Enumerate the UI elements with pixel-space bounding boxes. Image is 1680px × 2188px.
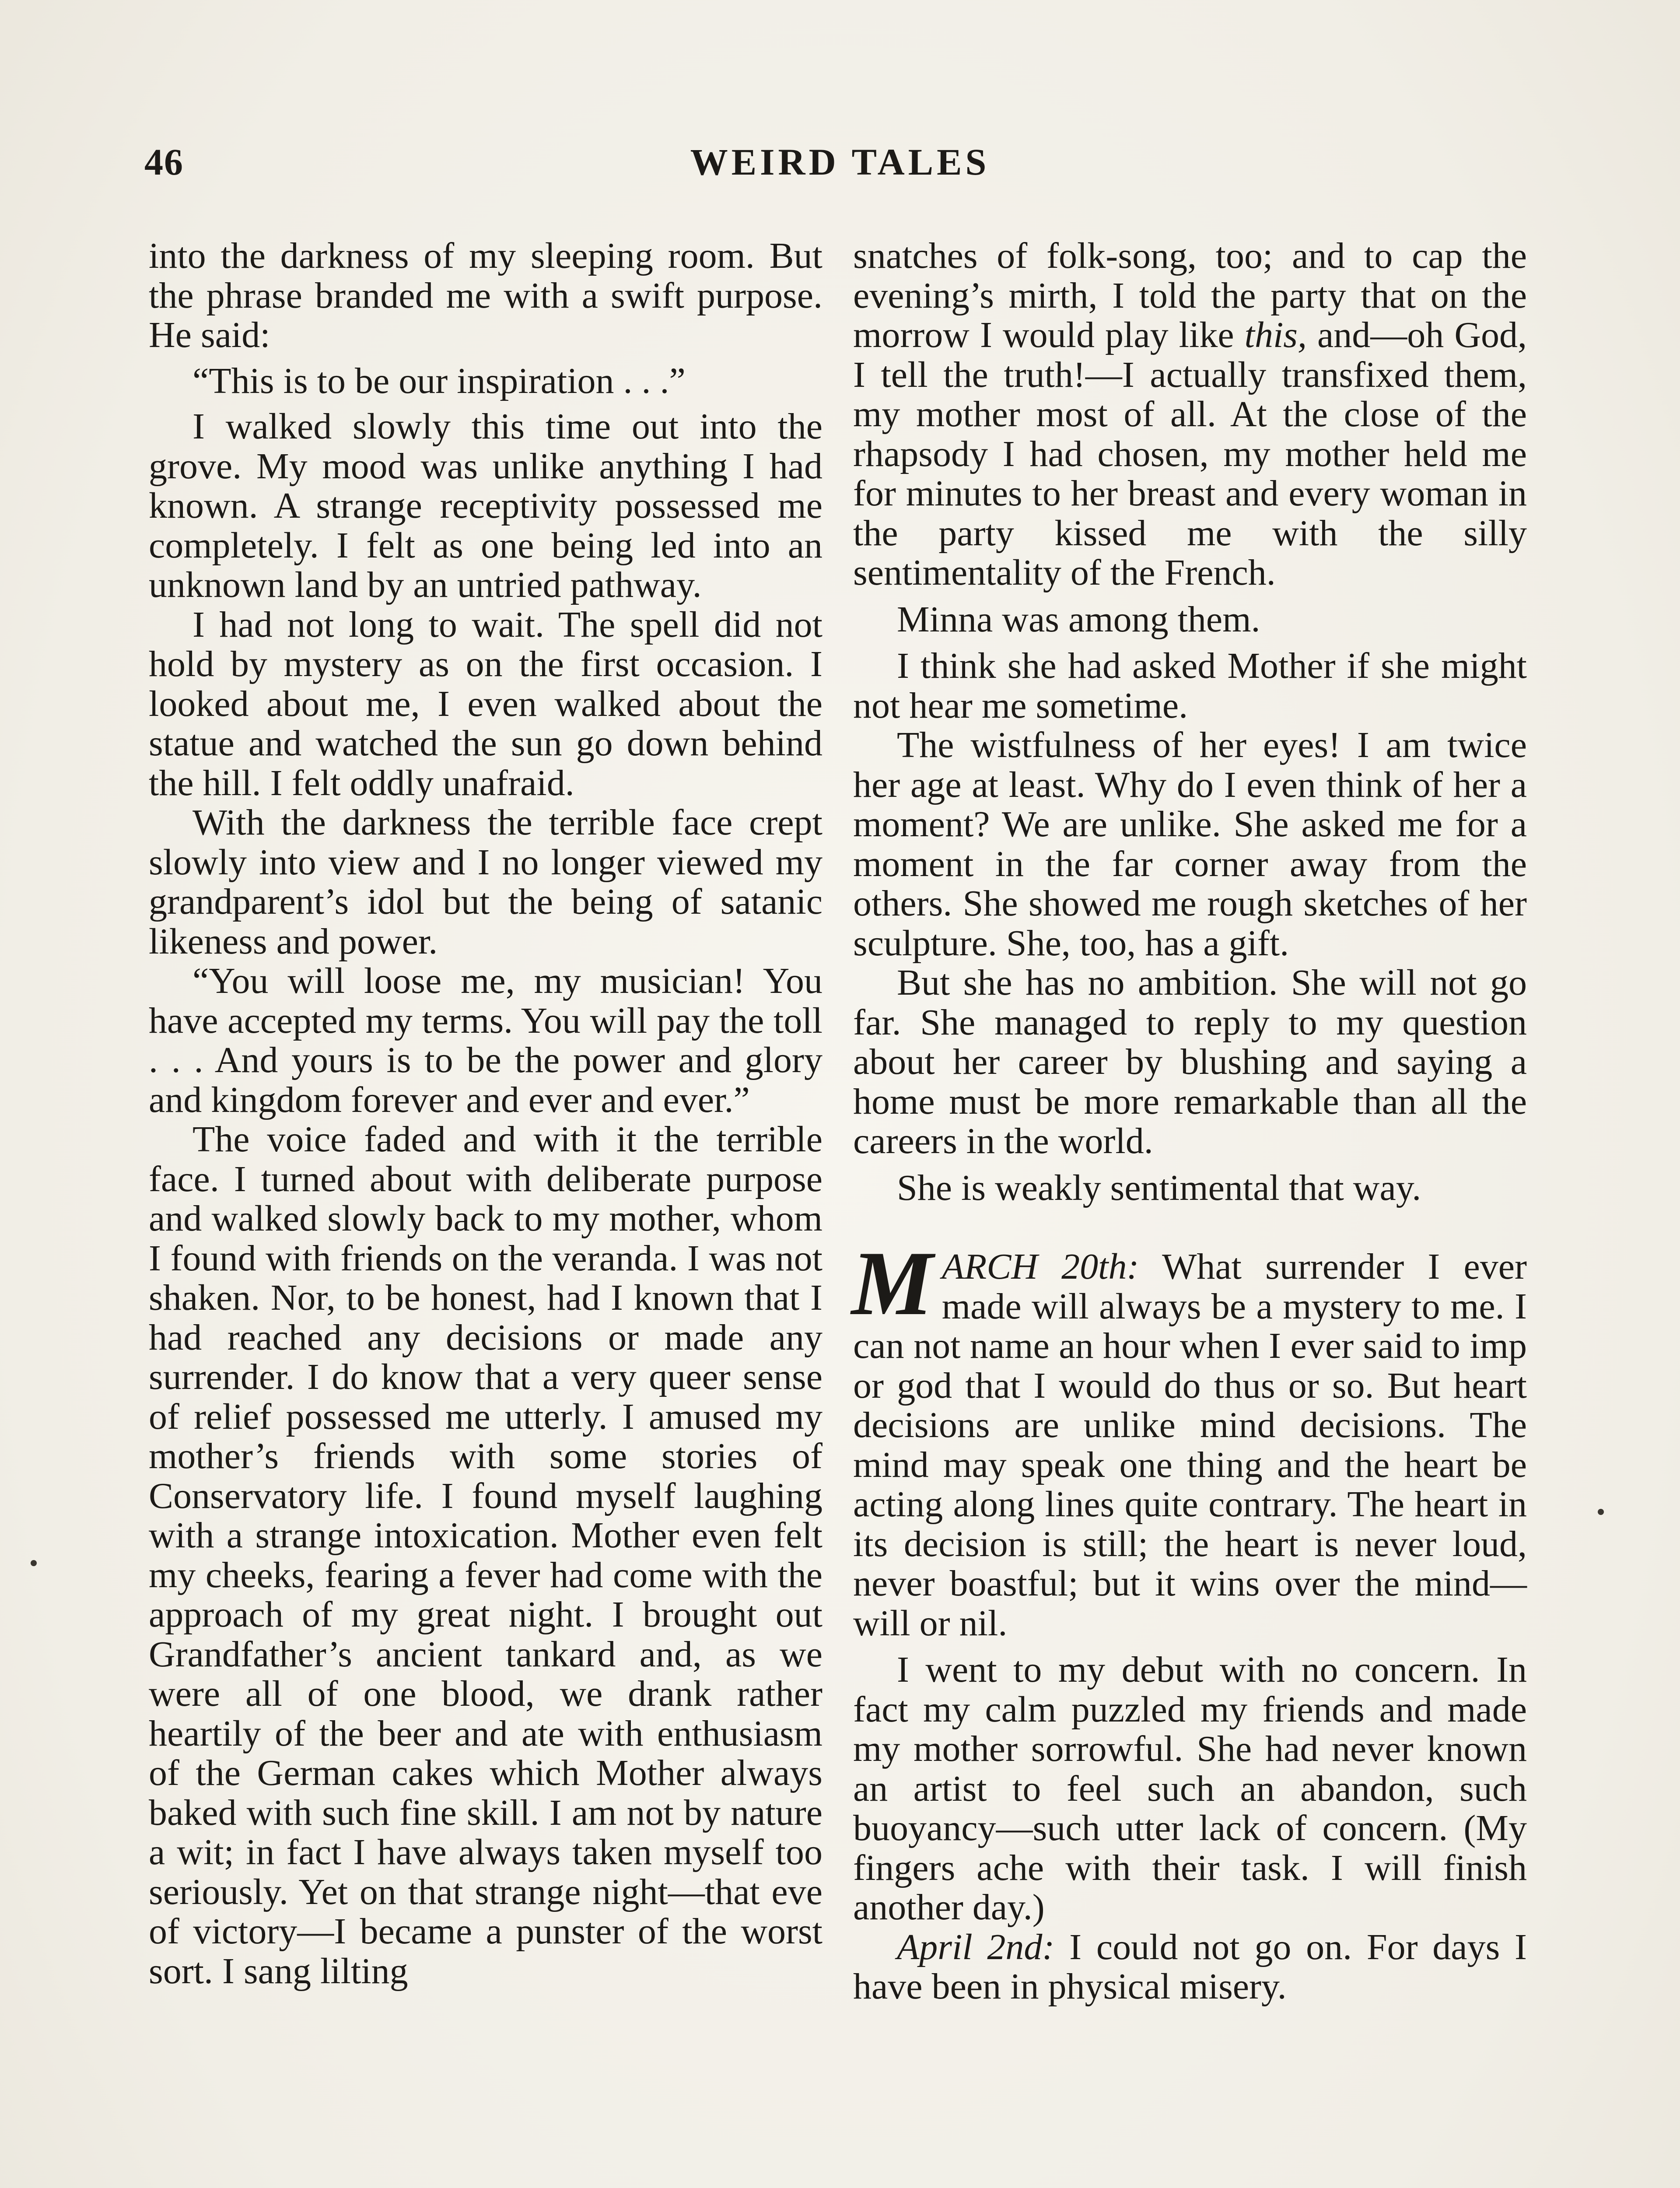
page-number: 46 — [144, 141, 184, 183]
drop-cap: M — [851, 1233, 933, 1334]
diary-entry — [853, 1928, 1527, 2007]
right-column — [853, 236, 1527, 2007]
page-header — [144, 140, 1536, 193]
paragraph: Minna was among them. — [897, 599, 1260, 640]
paragraph: She is weakly sentimental that way. — [897, 1167, 1421, 1208]
print-speck — [1598, 1509, 1604, 1515]
paragraph: I had not long to wait. The spell did not hold by mystery as on the first occasion. I looked about me, I even walked about the statue and watched the sun go down behind the hill. I felt oddly unafraid. — [149, 604, 822, 803]
diary-entry — [851, 1233, 1527, 1644]
paragraph: I went to my debut with no concern. In fact my calm puzzled my friends and made my mother sorrowful. She had never known an artist to feel such an abandon, such buoyancy—such utter lack of concern. (My fingers ache with their task. I will finish another day.) — [853, 1649, 1527, 1928]
paragraph: The wistfulness of her eyes! I am twice her age at least. Why do I even think of her a moment? We are unlike. She asked me for a moment in the far corner away from the others. She showed me rough sketches of her sculpture. She, too, has a gift. — [853, 725, 1527, 964]
quote-paragraph: “This is to be our inspiration . . .” — [192, 360, 686, 401]
paragraph: But she has no ambition. She will not go far. She managed to reply to my question about her career by blushing and saying a home must be more remarkable than all the careers in the world. — [853, 962, 1527, 1161]
paragraph: I walked slowly this time out into the grove. My mood was unlike anything I had known. A strange receptivity possessed me completely. I felt as one being led into an unknown land by an untried pathway. — [149, 406, 822, 605]
paragraph: With the darkness the terrible face crept slowly into view and I no longer viewed my grandparent’s idol but the being of satanic likeness and power. — [149, 802, 822, 962]
paragraph-text: snatches of folk-song, too; and to cap the evening’s mirth, I told the party that on the morrow I would play like — [853, 235, 1527, 355]
paragraph: into the darkness of my sleeping room. But the phrase branded me with a swift purpose. He said: — [149, 235, 822, 355]
entry-date: April 2nd: — [897, 1926, 1055, 1967]
entry-text: I could not go on. For days I have been in physical misery. — [853, 1926, 1527, 2007]
paragraph-text: and—oh God, I tell the truth!—I actually transfixed them, my mother most of all. At the close of the rhapsody I had chosen, my mother held me for minutes to her breast and every woman in the party kissed me with the silly sentimentality of the French. — [853, 315, 1527, 593]
entry-date: ARCH 20th: — [942, 1246, 1139, 1287]
paragraph: I think she had asked Mother if she might not hear me sometime. — [853, 645, 1527, 726]
paragraph — [853, 236, 1527, 593]
quote-paragraph: “You will loose me, my musician! You have accepted my terms. You will pay the toll . . . And yours is to be the power and glory and kingdom forever and ever and ever.” — [149, 961, 822, 1120]
running-head: WEIRD TALES — [690, 141, 990, 183]
emphasis-text: this, — [1244, 315, 1307, 355]
entry-text: What surrender I ever made will always be a mystery to me. I can not name an hour when I ever said to imp or god that I would do thus or so. But heart decisions are unlike mind decisions. The mind may speak one thing and the heart be acting along lines quite contrary. The heart in its decision is still; the heart is never loud, never boastful; but it wins over the mind—will or nil. — [853, 1246, 1527, 1644]
left-column — [149, 236, 822, 1991]
paragraph: The voice faded and with it the terrible face. I turned about with deliberate purpose and walked slowly back to my mother, whom I found with friends on the veranda. I was not shaken. Nor, to be honest, had I known that I had reached any decisions or made any surrender. I do know that a very queer sense of relief possessed me utterly. I amused my mother’s friends with some stories of Conservatory life. I found myself laughing with a strange intoxication. Mother even felt my cheeks, fearing a fever had come with the approach of my great night. I brought out Grandfather’s ancient tankard and, as we were all of one blood, we drank rather heartily of the beer and ate with enthusiasm of the German cakes which Mother always baked with such fine skill. I am not by nature a wit; in fact I have always taken myself too seriously. Yet on that strange night—that eve of victory—I became a punster of the worst sort. I sang lilting — [149, 1119, 822, 1992]
print-speck — [31, 1560, 37, 1566]
